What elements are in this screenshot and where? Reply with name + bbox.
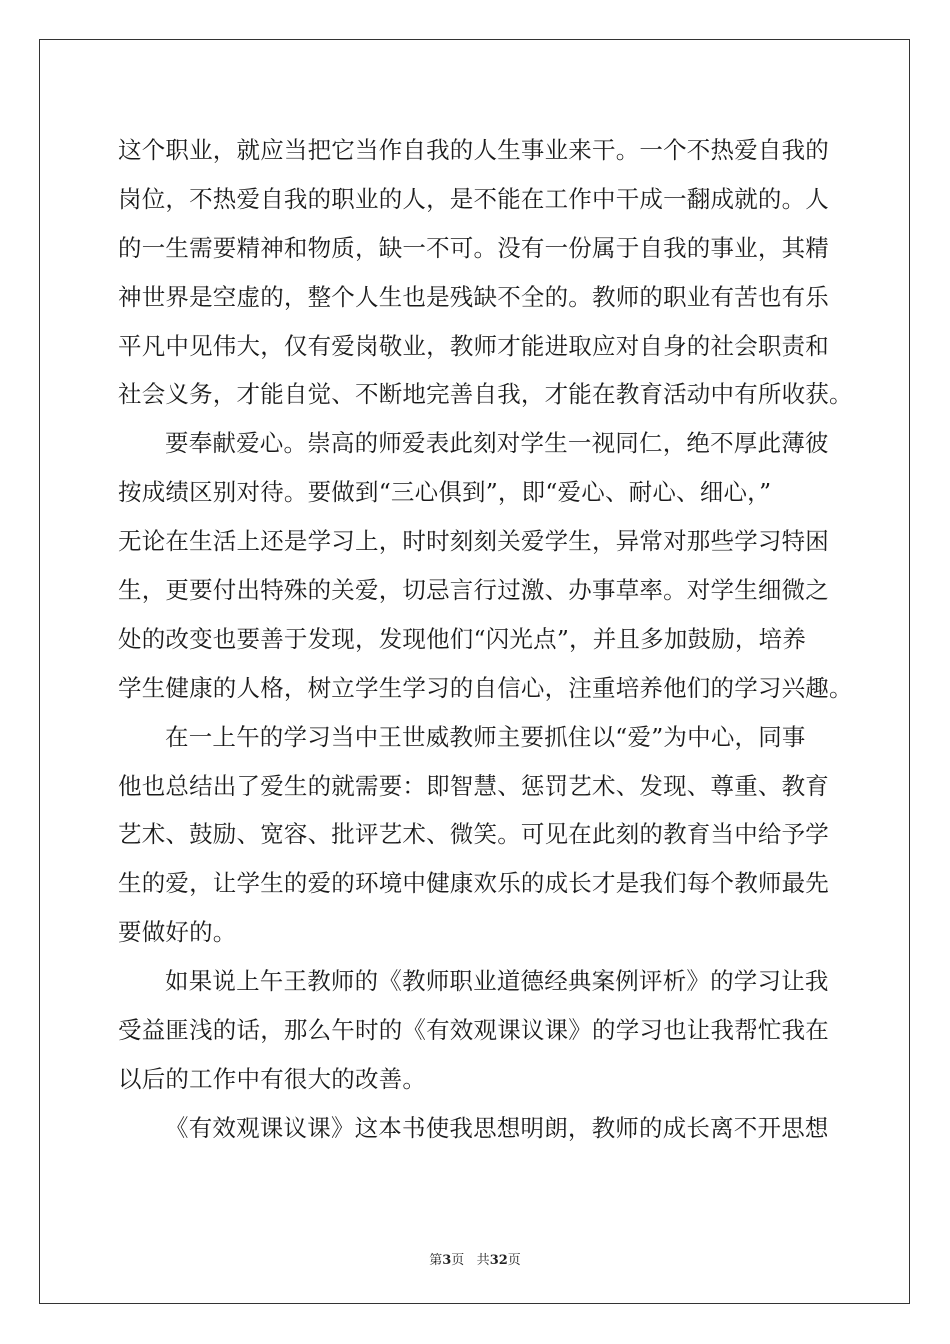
text-line: 他也总结出了爱生的就需要：即智慧、惩罚艺术、发现、尊重、教育: [118, 771, 829, 800]
text-line: 社会义务，才能自觉、不断地完善自我，才能在教育活动中有所收获。: [118, 380, 853, 409]
text-line: 以后的工作中有很大的改善。: [118, 1064, 427, 1093]
text-line: 按成绩区别对待。要做到“三心俱到”，即“爱心、耐心、细心，”: [118, 478, 772, 507]
text-line: 神世界是空虚的，整个人生也是残缺不全的。教师的职业有苦也有乐: [118, 282, 829, 311]
text-line: 平凡中见伟大，仅有爱岗敬业，教师才能进取应对自身的社会职责和: [118, 331, 829, 360]
text-line: 受益匪浅的话，那么午时的《有效观课议课》的学习也让我帮忙我在: [118, 1016, 829, 1045]
text-line: 生，更要付出特殊的关爱，切忌言行过激、办事草率。对学生细微之: [118, 576, 829, 605]
text-line: 无论在生活上还是学习上，时时刻刻关爱学生，异常对那些学习特困: [118, 527, 829, 556]
total-pages: 32: [489, 1253, 508, 1268]
page-prefix: 第: [429, 1253, 443, 1268]
text-line: 处的改变也要善于发现，发现他们“闪光点”，并且多加鼓励，培养: [118, 624, 807, 653]
text-line: 这个职业，就应当把它当作自我的人生事业来干。一个不热爱自我的: [118, 136, 829, 164]
paragraph-start-line: 在一上午的学习当中王世威教师主要抓住以“爱”为中心，同事: [165, 722, 806, 751]
text-line: 学生健康的人格，树立学生学习的自信心，注重培养他们的学习兴趣。: [118, 673, 853, 702]
document-body: [118, 126, 853, 1153]
text-line: 岗位，不热爱自我的职业的人，是不能在工作中干成一翻成就的。人: [118, 184, 829, 213]
total-unit: 页: [507, 1253, 521, 1268]
page-number: 3: [442, 1253, 452, 1268]
text-line: 艺术、鼓励、宽容、批评艺术、微笑。可见在此刻的教育当中给予学: [118, 820, 829, 849]
page-unit: 页: [451, 1253, 465, 1268]
paragraph-start-line: 《有效观课议课》这本书使我思想明朗，教师的成长离不开思想: [165, 1113, 829, 1142]
text-line: 生的爱，让学生的爱的环境中健康欢乐的成长才是我们每个教师最先: [118, 869, 829, 898]
total-prefix: 共: [476, 1253, 490, 1268]
paragraph-start-line: 要奉献爱心。崇高的师爱表此刻对学生一视同仁，绝不厚此薄彼: [165, 429, 829, 458]
text-line: 的一生需要精神和物质，缺一不可。没有一份属于自我的事业，其精: [118, 233, 829, 262]
page-footer: [0, 1249, 950, 1268]
text-line: 要做好的。: [118, 918, 237, 947]
paragraph-start-line: 如果说上午王教师的《教师职业道德经典案例评析》的学习让我: [165, 967, 829, 996]
